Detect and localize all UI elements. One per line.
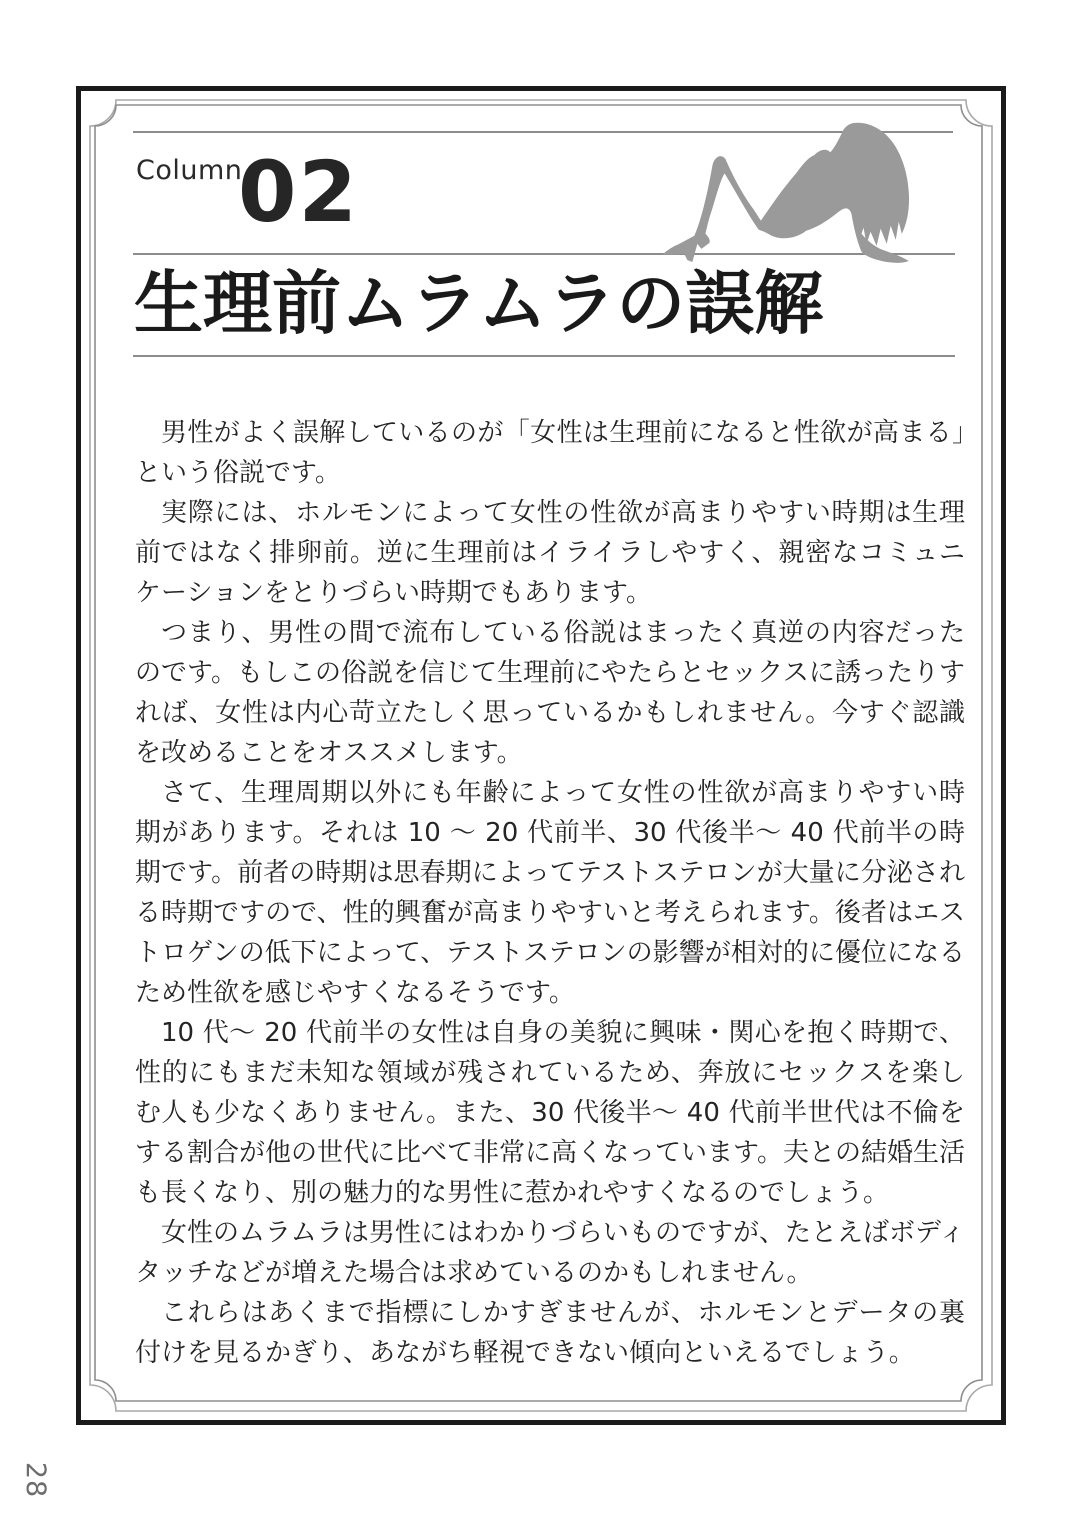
body-paragraph: 10 代〜 20 代前半の女性は自身の美貌に興味・関心を抱く時期で、性的にもまだ未知な領域が残されているため、奔放にセックスを楽しむ人も少なくありません。また、30 代後半〜 40 代前半世代は不倫をする割合が他の世代に比べて非常に高くなっています。夫との結婚生活も長くなり、別の魅力的な男性に惹かれやすくなるのでしょう。: [135, 1018, 965, 1208]
body-paragraph: 女性のムラムラは男性にはわかりづらいものですが、たとえばボディタッチなどが増えた場合は求めているのかもしれません。: [135, 1218, 965, 1288]
reclining-woman-silhouette-icon: [661, 121, 913, 267]
body-paragraph: つまり、男性の間で流布している俗説はまったく真逆の内容だったのです。もしこの俗説を信じて生理前にやたらとセックスに誘ったりすれば、女性は内心苛立たしく思っているかもしれません。今すぐ認識を改めることをオススメします。: [135, 618, 965, 768]
body-text: [135, 413, 965, 1373]
body-paragraph: さて、生理周期以外にも年齢によって女性の性欲が高まりやすい時期があります。それは 10 〜 20 代前半、30 代後半〜 40 代前半の時期です。前者の時期は思春期によってテストステロンが大量に分泌される時期ですので、性的興奮が高まりやすいと考えられます。後者はエストロゲンの低下によって、テストステロンの影響が相対的に優位になるため性欲を感じやすくなるそうです。: [135, 778, 965, 1008]
column-label: Column: [136, 155, 243, 186]
column-number: 02: [238, 143, 359, 241]
body-paragraph: これらはあくまで指標にしかすぎませんが、ホルモンとデータの裏付けを見るかぎり、あながち軽視できない傾向といえるでしょう。: [135, 1298, 965, 1368]
page-title: 生理前ムラムラの誤解: [134, 264, 824, 344]
page-number: 28: [20, 1461, 52, 1499]
body-paragraph: 実際には、ホルモンによって女性の性欲が高まりやすい時期は生理前ではなく排卵前。逆に生理前はイライラしやすく、親密なコミュニケーションをとりづらい時期でもあります。: [135, 498, 965, 608]
body-paragraph: 男性がよく誤解しているのが「女性は生理前になると性欲が高まる」という俗説です。: [135, 418, 965, 488]
title-rule-bottom: [133, 355, 955, 357]
